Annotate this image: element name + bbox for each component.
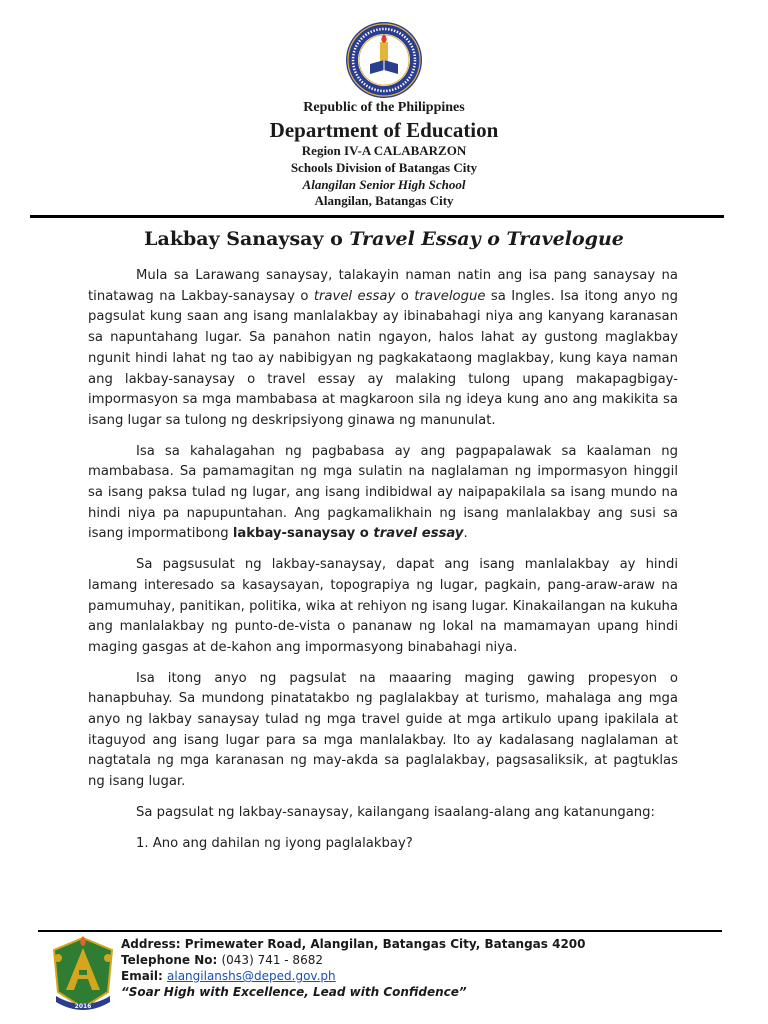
email-link[interactable]: alangilanshs@deped.gov.ph — [167, 969, 336, 983]
footer-contact — [121, 936, 586, 1000]
school-location: Alangilan, Batangas City — [314, 193, 454, 208]
document-title — [0, 228, 768, 250]
paragraph-3: Sa pagsusulat ng lakbay-sanaysay, dapat ang isang manlalakbay ay hindi lamang interesado sa kasaysayan, topograpiya ng lugar, pagkain, pang-araw-araw na pamumuhay, panitikan, politika, wika at rehiyon ng isang lugar. Kinakailangan na kukuha ang manlalakbay ng punto-de-vista o pananaw ng lokal na mamamayan upang hindi maging gasgas at de-kahon ang impormasyong binabahagi niya. — [88, 557, 678, 655]
footer-divider — [38, 930, 722, 932]
paragraph-2: Isa sa kahalagahan ng pagbabasa ay ang pagpapalawak sa kaalaman ng mambabasa. Sa pamamagitan ng mga sulatin na naglalaman ng impormasyon hinggil sa isang paksa tulad ng lugar, ang isang indibidwal ay naipapakilala sa isang mundo na hindi niya pa napupuntahan. Ang pagkamalikhain ng isang manlalakbay ang susi sa isang impormatibong lakbay-sanaysay o travel essay. — [88, 443, 678, 542]
paragraph-4: Isa itong anyo ng pagsulat na maaaring maging gawing propesyon o hanapbuhay. Sa mundong pinatatakbo ng paglalakbay at turismo, mahalaga ang mga anyo ng lakbay sanaysay tulad ng mga travel guide at mga artikulo upang ipakilala at itaguyod ang isang lugar para sa mga manlalakbay. Ito ay kadalasang naglalaman at nagtatala ng mga karanasan ng may-akda sa paglalakbay, pagsasaliksik, at pagtuklas ng isang lugar. — [88, 670, 678, 790]
republic-label: Republic of the Philippines — [303, 100, 465, 115]
paragraph-5: Sa pagsulat ng lakbay-sanaysay, kailangang isaalang-alang ang katanungang: — [136, 804, 655, 820]
deped-seal-icon — [344, 20, 424, 100]
school-name: Alangilan Senior High School — [302, 177, 466, 192]
division-label: Schools Division of Batangas City — [290, 160, 478, 175]
logo-year: 2016 — [74, 1003, 92, 1010]
header-divider — [30, 215, 724, 218]
paragraph-1: Mula sa Larawang sanaysay, talakayin naman natin ang isa pang sanaysay na tinatawag na Lakbay-sanaysay o travel essay o travelogue sa Ingles. Isa itong anyo ng pagsulat kung saan ang isang manlalakbay ay ibinabahagi niya ang kanyang karanasan sa napuntahang lugar. Sa panahon natin ngayon, halos lahat ay gustong maglakbay ngunit hindi lahat ng tao ay nabibigyan ng pagkakataong maglakbay, kung kaya naman ang lakbay-sanaysay o travel essay ay malaking tulong upang makapagbigay-impormasyon sa mga mambabasa at magkaroon sila ng ideya kung ano ang makikita sa isang lugar sa tulong ng deskripsiyong ginawa ng manunulat. — [88, 268, 679, 428]
document-body — [88, 266, 678, 864]
department-title: Department of Education — [269, 118, 499, 142]
title-part-2: Travel Essay o Travelogue — [349, 228, 624, 250]
footer-email: Email: alangilanshs@deped.gov.ph — [121, 969, 336, 983]
title-part-1: Lakbay Sanaysay o — [144, 228, 350, 250]
school-motto: “Soar High with Excellence, Lead with Confidence” — [121, 985, 467, 999]
list-item: 1. Ano ang dahilan ng iyong paglalakbay? — [136, 835, 413, 851]
footer-telephone: Telephone No: (043) 741 - 8682 — [121, 953, 323, 967]
school-logo-icon — [46, 932, 120, 1020]
footer-address: Address: Primewater Road, Alangilan, Batangas City, Batangas 4200 — [121, 937, 586, 951]
region-label: Region IV-A CALABARZON — [301, 143, 467, 158]
